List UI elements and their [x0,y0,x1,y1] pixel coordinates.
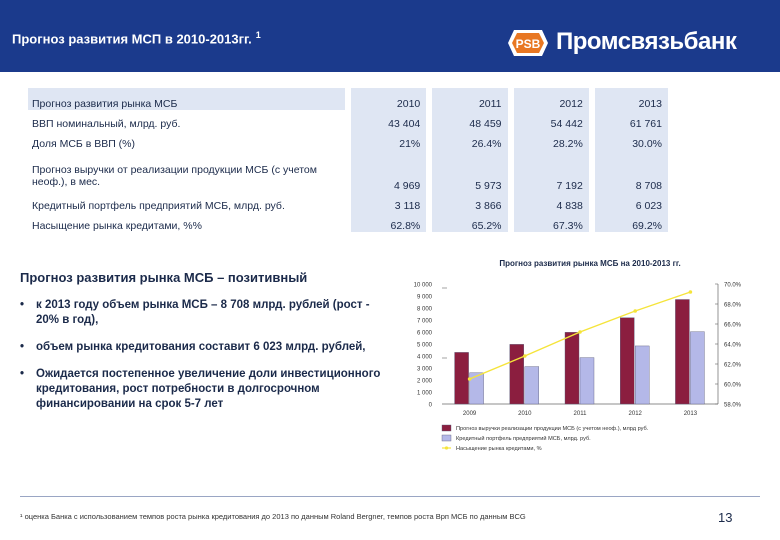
table-cell: 69.2% [592,212,668,232]
year-header: 2013 [592,88,668,110]
table-header-label: Прогноз развития рынка МСБ [28,88,348,110]
table-cell: 62.8% [348,212,429,232]
legend-swatch-point [445,446,448,449]
page-number: 13 [718,510,733,525]
y-tick-label: 0 [428,402,432,409]
svg-text:PSB: PSB [515,37,541,51]
table-header-row [28,88,668,110]
table-cell: 21% [348,130,429,150]
y2-tick-label: 60.0% [724,382,742,389]
table-cell: 48 459 [429,110,510,130]
summary-bullets [20,298,390,424]
chart-point [468,377,472,381]
row-label: Доля МСБ в ВВП (%) [32,138,136,150]
year-header: 2012 [511,88,592,110]
title-footnote-marker: 1 [255,30,261,40]
x-tick-label: 2013 [683,411,698,417]
x-tick-label: 2010 [518,411,532,417]
y2-tick-label: 64.0% [724,342,742,349]
y-tick-label: 3 000 [416,366,432,373]
table-cell: 67.3% [511,212,592,232]
slide-title-text: Прогноз развития МСП в 2010-2013гг. [12,31,252,47]
chart-bar [620,318,634,404]
chart-point [633,309,637,313]
y-tick-label: 2 000 [416,378,432,385]
table-row [28,130,668,150]
chart-bar [565,332,579,404]
table-row [28,212,668,232]
y-tick-label: 8 000 [416,306,432,313]
x-tick-label: 2011 [573,411,587,417]
y2-tick-label: 66.0% [724,322,742,329]
row-label: ВВП номинальный, млрд. руб. [32,118,181,130]
header-bar [0,0,780,72]
row-label: Прогноз выручки от реализации продукции МСБ (с учетом неоф.), в мес. [32,164,317,188]
y2-tick-label: 62.0% [724,362,742,369]
legend-label: Кредитный портфель предприятий МСБ, млрд. руб. [456,436,591,442]
chart-bar [525,367,539,404]
legend-swatch [442,435,451,441]
slide-title [12,30,261,46]
y2-tick-label: 58.0% [724,402,742,409]
footnote: ¹ оценка Банка с использованием темпов роста рынка кредитования до 2013 по данным Roland Bergner, темпов роста Врп МСБ по данным BCG [20,512,526,521]
chart-point [523,354,527,358]
chart-svg [400,252,775,480]
bullet-dot-icon: • [20,341,25,353]
chart-title: Прогноз развития рынка МСБ на 2010-2013 гг. [499,259,681,268]
forecast-table [28,88,668,232]
legend-label: Насыщение рынка кредитами, % [456,446,542,452]
legend-swatch [442,425,451,431]
chart-bar [455,352,469,404]
bank-logo-text: Промсвязьбанк [556,28,737,55]
table-cell: 4 838 [511,192,592,212]
table-cell: 8 708 [592,150,668,192]
y-tick-label: 4 000 [416,354,432,361]
bank-logo-icon [508,28,548,58]
table-row [28,110,668,130]
table-cell: 54 442 [511,110,592,130]
x-tick-label: 2012 [628,411,642,417]
summary-title: Прогноз развития рынка МСБ – позитивный [20,270,308,285]
table-cell: 65.2% [429,212,510,232]
footer-divider [20,496,760,497]
y-tick-label: 1 000 [416,390,432,397]
table-cell: 3 866 [429,192,510,212]
table-cell: 7 192 [511,150,592,192]
x-tick-label: 2009 [462,411,477,417]
table-cell: 5 973 [429,150,510,192]
y-tick-label: 7 000 [416,318,432,325]
bullet-dot-icon: • [20,368,25,380]
bullet-item [20,367,390,412]
bullet-text: объем рынка кредитования составит 6 023 млрд. рублей, [36,341,366,353]
bullet-dot-icon: • [20,299,25,311]
table-cell: 30.0% [592,130,668,150]
table-cell: 6 023 [592,192,668,212]
chart-point [578,330,582,334]
chart-bar [510,344,524,404]
table-cell: 28.2% [511,130,592,150]
table-cell: 61 761 [592,110,668,130]
table-cell: 4 969 [348,150,429,192]
year-header: 2010 [348,88,429,110]
chart-bar [635,346,649,404]
table-cell: 26.4% [429,130,510,150]
table-row [28,150,668,192]
y-tick-label: 6 000 [416,330,432,337]
bullet-text: к 2013 году объем рынка МСБ – 8 708 млрд. рублей (рост - 20% в год), [36,299,370,326]
table-cell: 3 118 [348,192,429,212]
table-cell: 43 404 [348,110,429,130]
row-label: Кредитный портфель предприятий МСБ, млрд. руб. [32,200,285,212]
bullet-item [20,298,390,328]
y2-tick-label: 68.0% [724,302,742,309]
table-row [28,192,668,212]
y2-tick-label: 70.0% [724,282,742,289]
y-tick-label: 10 000 [413,282,432,289]
chart-bar [580,358,594,404]
legend-label: Прогноз выручки реализации продукции МСБ (с учетом неоф.), млрд руб. [456,426,649,432]
bullet-item [20,340,390,355]
bullet-text: Ожидается постепенное увеличение доли инвестиционного кредитования, рост потребности в долгосрочном финансировании на срок 5-7 лет [36,368,381,410]
row-label: Насыщение рынка кредитами, %% [32,220,202,232]
y-tick-label: 9 000 [416,294,432,301]
chart-bar [690,332,704,404]
chart-point [689,290,693,294]
y-tick-label: 5 000 [416,342,432,349]
forecast-chart [400,252,775,480]
chart-bar [675,300,689,404]
year-header: 2011 [429,88,510,110]
